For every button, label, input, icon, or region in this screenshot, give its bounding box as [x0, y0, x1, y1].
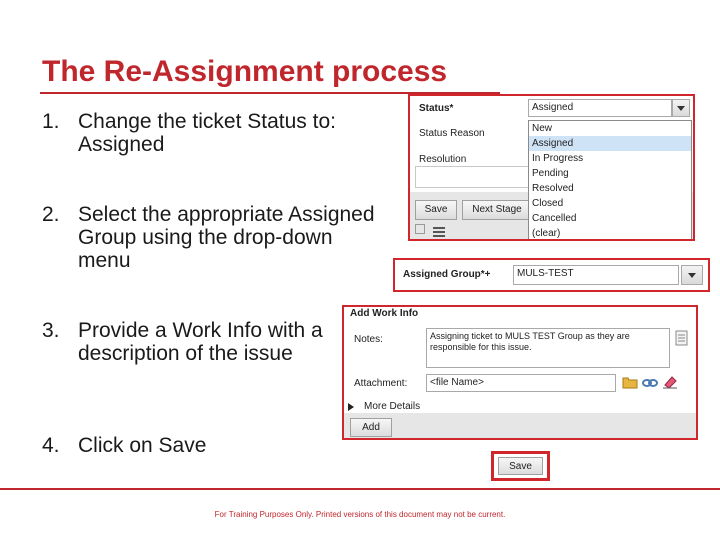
resolution-label: Resolution [419, 154, 467, 165]
step-number: 1. [42, 110, 60, 133]
notes-label: Notes: [354, 334, 383, 345]
work-info-header: Add Work Info [350, 308, 419, 319]
status-option-resolved[interactable]: Resolved [532, 183, 574, 194]
step-number: 3. [42, 319, 60, 342]
save-button[interactable]: Save [498, 457, 543, 475]
save-button[interactable]: Save [415, 200, 457, 220]
step-number: 2. [42, 203, 60, 226]
checkbox-icon[interactable] [415, 224, 425, 234]
work-info-toolbar [344, 413, 696, 440]
status-option-assigned[interactable]: Assigned [529, 136, 691, 151]
status-options-list [528, 120, 692, 241]
folder-icon[interactable] [622, 375, 638, 389]
step-text: Provide a Work Info with a description of the issue [78, 319, 323, 365]
list-icon[interactable] [432, 224, 446, 235]
attachment-label: Attachment: [354, 378, 408, 389]
status-dropdown-arrow-icon[interactable] [672, 99, 690, 117]
notes-textarea[interactable]: Assigning ticket to MULS TEST Group as they are responsible for this issue. [426, 328, 670, 368]
resolution-field[interactable] [415, 166, 529, 188]
step-3 [42, 319, 378, 365]
status-panel [408, 94, 695, 241]
status-label: Status* [419, 103, 454, 114]
assigned-group-label: Assigned Group*+ [403, 269, 491, 280]
assigned-group-input[interactable]: MULS-TEST [513, 265, 679, 285]
erase-icon[interactable] [662, 375, 678, 389]
step-text: Change the ticket Status to: Assigned [78, 110, 336, 156]
status-option-pending[interactable]: Pending [532, 168, 569, 179]
step-1 [42, 110, 378, 156]
status-select[interactable]: Assigned [528, 99, 672, 117]
step-4 [42, 434, 378, 457]
save-panel [491, 451, 550, 481]
step-text: Select the appropriate Assigned Group using the drop-down menu [78, 203, 375, 272]
status-option-cancelled[interactable]: Cancelled [532, 213, 577, 224]
step-2 [42, 203, 378, 272]
status-option-clear[interactable]: (clear) [532, 228, 561, 239]
status-option-in-progress[interactable]: In Progress [532, 153, 584, 164]
status-option-new[interactable]: New [532, 123, 553, 134]
step-number: 4. [42, 434, 60, 457]
notes-expand-icon[interactable] [674, 330, 690, 346]
status-option-closed[interactable]: Closed [532, 198, 564, 209]
footer-rule [0, 488, 720, 490]
footer-disclaimer: For Training Purposes Only. Printed versions of this document may not be current. [214, 510, 506, 519]
expand-triangle-icon[interactable] [348, 403, 354, 411]
status-reason-label: Status Reason [419, 128, 485, 139]
assigned-group-dropdown-arrow-icon[interactable] [681, 265, 703, 285]
add-button[interactable]: Add [350, 418, 392, 437]
attachment-field[interactable]: <file Name> [426, 374, 616, 392]
more-details-link[interactable]: More Details [364, 401, 421, 412]
work-info-panel [342, 305, 698, 440]
step-text: Click on Save [78, 434, 207, 457]
assigned-group-panel [393, 258, 710, 292]
link-icon[interactable] [642, 376, 658, 388]
slide-title: The Re-Assignment process [42, 55, 448, 88]
next-stage-button[interactable]: Next Stage [462, 200, 532, 220]
